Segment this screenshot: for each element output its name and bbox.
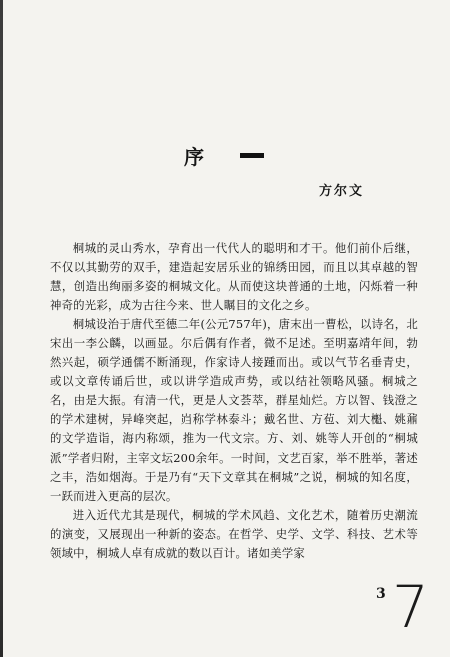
title-text: 序 — [184, 144, 204, 169]
paragraph: 桐城的灵山秀水，孕育出一代代人的聪明和才干。他们前仆后继，不仅以其勤劳的双手，建造起安居乐业的锦绣田园，而且以其卓越的智慧，创造出绚丽多姿的桐城文化。从而使这块普通的土地，闪烁着一种神奇的光彩，成为古往今来、世人瞩目的文化之乡。 — [50, 241, 418, 313]
corner-mark: 3 — [376, 586, 386, 602]
title-numeral-mark — [240, 153, 264, 158]
paragraph: 桐城设治于唐代至德二年(公元757年)，唐末出一曹松，以诗名，北宋出一李公麟，以画显。尔后偶有作者，微不足述。至明嘉靖年间，勃然兴起，硕学通儒不断涌现，作家诗人接踵而出。或以气节名垂青史，或以文章传诵后世，或以讲学造成声势，或以结社领略风骚。桐城之名，由是大振。有清一代，更是人文荟萃，群星灿烂。方以智、钱澄之的学术建树，异峰突起，岿称学林泰斗；戴名世、方苞、刘大櫆、姚鼐的文学造诣，海内称颂，推为一代文宗。方、刘、姚等人开创的“桐城派”学者归附，主宰文坛200余年。一时间，文艺百家，举不胜举，著述之丰，浩如烟海。于是乃有“天下文章其在桐城”之说，桐城的知名度，一跃而进入更高的层次。 — [50, 317, 418, 503]
page-number: 7 — [392, 573, 429, 641]
body-text — [50, 239, 418, 563]
book-spine-edge — [0, 0, 3, 657]
author-name: 方尔文 — [318, 184, 364, 199]
paragraph: 进入近代尤其是现代，桐城的学术风趋、文化艺术，随着历史潮流的演变，又展现出一种新的姿态。在哲学、史学、文学、科技、艺术等领域中，桐城人卓有成就的数以百计。诸如美学家 — [50, 507, 418, 560]
chapter-title — [184, 140, 264, 170]
